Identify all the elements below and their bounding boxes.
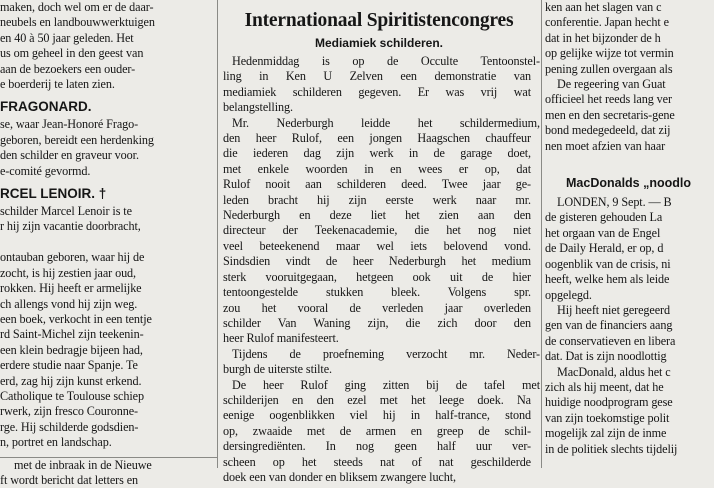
text-line: us om geheel in den geest van	[0, 46, 144, 61]
paragraph	[218, 347, 540, 378]
text-line: huidige noodprogram gese	[545, 395, 673, 410]
article-title: Internationaal Spiritistencongres	[244, 10, 514, 31]
fragonard-article	[0, 117, 218, 179]
text-line: een klein bedragje bijeen had,	[0, 342, 143, 357]
text-line: het orgaan van de Engel	[545, 225, 661, 240]
text-line: met enkele woorden in en wees er op, dat	[223, 161, 531, 176]
column-rule-right	[541, 0, 542, 468]
text-line: op, zwaaide met de armen en greep de schil-	[223, 423, 531, 438]
text-line: ken aan het slagen van c	[545, 0, 662, 14]
paragraph	[218, 54, 540, 116]
text-line: rge. Hij schilderde godsdien-	[0, 419, 139, 434]
text-line: Hedenmiddag is op de Occulte Tentoonstel-	[232, 54, 540, 68]
text-line: scheen op het steeds nat of nat geschilderde	[223, 454, 531, 469]
text-line: pening zullen overgaan als	[545, 61, 673, 76]
text-line: ling in Ken U Zelven een demonstratie van	[223, 69, 531, 84]
text-line: ft wordt bericht dat letters en	[0, 472, 139, 487]
text-line: De heer Rulof ging zitten bij de tafel met	[232, 377, 540, 392]
text-line: neubels en landbouwwerktuigen	[0, 15, 155, 30]
text-line: zocht, is hij zestien jaar oud,	[0, 265, 136, 280]
left-column	[0, 0, 218, 487]
text-line: eenige oogenblikken viel hij in half-trance, stond	[223, 408, 531, 423]
text-line: e-comité gevormd.	[0, 163, 91, 178]
text-line: den schilder en graveur voor.	[0, 148, 139, 163]
text-line: in de politiek slechts tijdelij	[545, 441, 678, 456]
text-line: schilder Van Waning zijn, die zich door den	[223, 315, 531, 330]
conference-article	[543, 0, 714, 154]
macdonald-heading: MacDonalds „noodlo	[566, 176, 691, 191]
text-line: r hij zijn vacantie doorbracht,	[0, 219, 141, 234]
text-line: officieel het reeds lang ver	[545, 92, 672, 107]
paragraph	[218, 378, 540, 486]
text-line: de gisteren gehouden La	[545, 210, 663, 225]
text-line: heeft, welke hem als leide	[545, 272, 670, 287]
fragonard-heading: FRAGONARD.	[0, 99, 92, 115]
text-line: dat. Dat is zijn noodlottig	[545, 349, 667, 364]
lenoir-article	[0, 204, 218, 451]
text-line: Catholique te Toulouse schiep	[0, 388, 144, 403]
text-line: erd, zag hij zijn kunst erkend.	[0, 373, 142, 388]
text-line: zich als hij meent, dat he	[545, 379, 664, 394]
text-line: sterk vooruitgegaan, hetgeen ook uit de hier	[223, 269, 531, 284]
text-line: belangstelling.	[223, 100, 293, 115]
text-line: een boek, verkocht in een tentje	[0, 311, 152, 326]
intro-article	[0, 0, 218, 92]
text-line: van zijn toekomstige polit	[545, 410, 670, 425]
text-line: mogelijk zal zijn de inme	[545, 426, 667, 441]
text-line: opgelegd.	[545, 287, 592, 302]
text-line: n, portret en landschap.	[0, 435, 112, 450]
text-line: Tijdens de proefneming verzocht mr. Neder-	[232, 346, 540, 361]
text-line: dat in het bijzonder de h	[545, 30, 661, 45]
text-line: Nederburgh en deze liet het zien aan den	[223, 208, 531, 223]
text-line: De regeering van Guat	[557, 77, 666, 92]
macdonald-article	[543, 195, 714, 457]
text-line: gen van de financiers aang	[545, 318, 673, 333]
right-column	[543, 0, 714, 468]
text-line: en 40 à 50 jaar geleden. Het	[0, 30, 134, 45]
text-line: directeur der Teekenacademie, die het nog niet	[223, 223, 531, 238]
text-line: nen moet afzien van haar	[545, 138, 666, 153]
text-line: die iederen dag zijn werk in de garage doet,	[223, 146, 531, 161]
text-line: burgh de uiterste stilte.	[223, 362, 332, 377]
text-line: maken, doch wel om er de daar-	[0, 0, 154, 14]
text-line: MacDonald, aldus het c	[557, 364, 671, 379]
text-line: ontauban geboren, waar hij de	[0, 250, 145, 265]
text-line: schilder Marcel Lenoir is te	[0, 204, 132, 219]
text-line: mediamiek schilderen gegeven. Er was vrij wat	[223, 84, 531, 99]
text-line: leden bracht hij zijn eerste werk naar mr.	[223, 192, 531, 207]
text-line: de Daily Herald, er op, d	[545, 241, 664, 256]
text-line: oogenblik van de crisis, ni	[545, 256, 671, 271]
text-line: LONDEN, 9 Sept. — B	[557, 195, 672, 210]
text-line: aan de bezoekers een ouder-	[0, 61, 136, 76]
middle-column	[218, 0, 540, 484]
text-line: erdere studie naar Spanje. Te	[0, 358, 138, 373]
text-line: men en den secretaris-gene	[545, 107, 675, 122]
text-line: Hij heeft niet geregeerd	[557, 302, 670, 317]
text-line: conferentie. Japan hecht e	[545, 15, 669, 30]
text-line: se, waar Jean-Honoré Frago-	[0, 117, 139, 132]
text-line: den heer Rulof, een jongen Haagschen chauffeur	[223, 131, 531, 146]
text-line: met de inbraak in de Nieuwe	[14, 457, 152, 472]
article-body	[218, 54, 540, 485]
text-line: Sindsdien vindt de heer Nederburgh het medium	[223, 254, 531, 269]
text-line: geboren, bereidt een herdenking	[0, 132, 154, 147]
text-line: schilderijen en den ezel met het leege doek. Na	[223, 392, 531, 407]
text-line: bond medegedeeld, dat zij	[545, 123, 671, 138]
text-line: Rulof nooit aan schilderen deed. Twee jaar ge-	[223, 177, 531, 192]
text-line: rd Saint-Michel zijn teekenin-	[0, 327, 144, 342]
text-line: heer Rulof manifesteert.	[223, 331, 339, 346]
inbraak-article	[0, 458, 218, 488]
text-line: Mr. Nederburgh leidde het schildermedium,	[232, 115, 540, 130]
text-line: op gelijke wijze tot vermin	[545, 46, 674, 61]
text-line: zou het vooral de verleden jaar overleden	[223, 300, 531, 315]
text-line	[0, 235, 218, 250]
lenoir-heading: RCEL LENOIR. †	[0, 186, 107, 202]
text-line: rokken. Hij heeft er armelijke	[0, 281, 142, 296]
text-line: rwerk, zijn fresco Couronne-	[0, 404, 138, 419]
text-line: veel beteekenend maar wel iets belovend vond.	[223, 238, 531, 253]
text-line: doek een van donder en bliksem zwangere lucht,	[223, 469, 456, 484]
text-line: dersingrediënten. In nog geen half uur ver-	[223, 439, 531, 454]
text-line: ch allengs vond hij zijn weg.	[0, 296, 138, 311]
text-line: e boerderij te laten zien.	[0, 77, 115, 92]
paragraph	[218, 116, 540, 347]
text-line: tentoongestelde stukken bleek. Volgens spr.	[223, 285, 531, 300]
text-line: de conservatieven en libera	[545, 333, 676, 348]
article-subtitle: Mediamiek schilderen.	[314, 36, 444, 50]
